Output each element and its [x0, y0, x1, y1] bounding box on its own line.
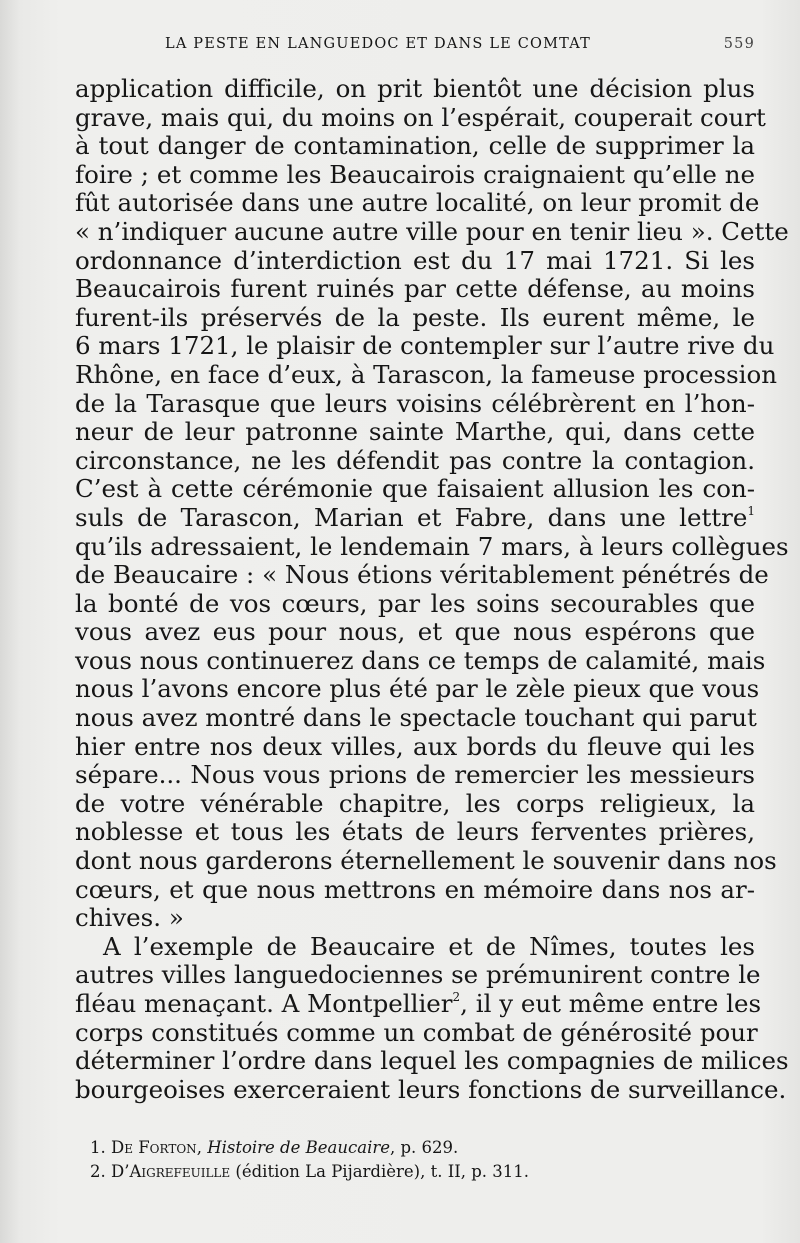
footnote-title: Histoire de Beaucaire: [207, 1138, 390, 1157]
text-line: furent-ils préservés de la peste. Ils eurent même, le: [75, 302, 755, 332]
text-line: à tout danger de contamination, celle de supprimer la: [75, 131, 755, 161]
text-line: nous avez montré dans le spectacle touchant qui parut: [75, 703, 757, 733]
page-header: [75, 36, 755, 58]
body-text: [75, 74, 789, 1104]
text-line: fût autorisée dans une autre localité, on leur promit de: [75, 188, 760, 218]
text-line: Beaucairois furent ruinés par cette défense, au moins: [75, 274, 755, 304]
text-line: qu’ils adressaient, le lendemain 7 mars, à leurs collègues: [75, 531, 789, 561]
paragraph-2: [75, 931, 789, 1105]
text-line: vous avez eus pour nous, et que nous espérons que: [75, 617, 755, 647]
footnote-1: 1. De Forton, Histoire de Beaucaire, p. 629.: [90, 1138, 459, 1157]
text-line: de la Tarasque que leurs voisins célébrèrent en l’hon-: [75, 388, 755, 418]
text-line: hier entre nos deux villes, aux bords du fleuve qui les: [75, 731, 755, 761]
text-line: bourgeoises exerceraient leurs fonctions de surveillance.: [75, 1074, 787, 1104]
footnote-author: De Forton: [111, 1138, 197, 1157]
text-line: « n’indiquer aucune autre ville pour en tenir lieu ». Cette: [75, 216, 789, 246]
text-line: circonstance, ne les défendit pas contre la contagion.: [75, 445, 755, 475]
footnote-2: [90, 1160, 750, 1184]
text-line: déterminer l’ordre dans lequel les compagnies de milices: [75, 1046, 789, 1076]
text-line: la bonté de vos cœurs, par les soins secourables que: [75, 588, 755, 618]
paragraph-1: [75, 74, 789, 933]
page-number: 559: [723, 36, 755, 52]
text-line: cœurs, et que nous mettrons en mémoire dans nos ar-: [75, 874, 755, 904]
text-line: 6 mars 1721, le plaisir de contempler sur l’autre rive du: [75, 331, 775, 361]
text-line-with-footnote: [75, 504, 755, 533]
text-line: autres villes languedociennes se prémunirent contre le: [75, 960, 761, 990]
footnote-mark-2: 2: [452, 990, 461, 1004]
text-segment: , il y eut même entre les: [460, 989, 762, 1018]
running-title: LA PESTE EN LANGUEDOC ET DANS LE COMTAT: [165, 36, 591, 52]
text-line: grave, mais qui, du moins on l’espérait, couperait court: [75, 102, 766, 132]
text-segment: fléau menaçant. A Montpellier: [75, 989, 453, 1018]
text-segment: suls de Tarascon, Marian et Fabre, dans une lettre: [75, 502, 748, 532]
text-line: de Beaucaire : « Nous étions véritablement pénétrés de: [75, 560, 769, 590]
text-line: corps constitués comme un combat de générosité pour: [75, 1017, 758, 1047]
footnote-mark-1: 1: [747, 503, 755, 518]
text-line-with-footnote: [75, 989, 762, 1019]
text-line: noblesse et tous les états de leurs ferventes prières,: [75, 817, 755, 847]
footnote-number: 2.: [90, 1162, 106, 1181]
text-line: Rhône, en face d’eux, à Tarascon, la fameuse procession: [75, 359, 778, 389]
footnote-number: 1.: [90, 1138, 106, 1157]
text-line: neur de leur patronne sainte Marthe, qui, dans cette: [75, 417, 755, 447]
text-line: de votre vénérable chapitre, les corps religieux, la: [75, 788, 755, 818]
text-line: sépare... Nous vous prions de remercier les messieurs: [75, 760, 755, 790]
text-line: application difficile, on prit bientôt une décision plus: [75, 74, 755, 103]
footnotes: [90, 1136, 750, 1184]
footnote-author: D’Aigrefeuille: [111, 1162, 231, 1181]
text-line: chives. »: [75, 903, 184, 933]
text-line: nous l’avons encore plus été par le zèle pieux que vous: [75, 674, 760, 704]
footnote-reference: (édition La Pijardière), t. II, p. 311.: [230, 1162, 530, 1181]
text-line: vous nous continuerez dans ce temps de calamité, mais: [75, 645, 766, 675]
footnote-reference: , p. 629.: [390, 1138, 459, 1157]
text-line: ordonnance d’interdiction est du 17 mai 1721. Si les: [75, 245, 755, 275]
text-line: C’est à cette cérémonie que faisaient allusion les con-: [75, 474, 755, 504]
text-line: A l’exemple de Beaucaire et de Nîmes, toutes les: [103, 931, 755, 961]
text-line: foire ; et comme les Beaucairois craignaient qu’elle ne: [75, 159, 755, 189]
text-line: dont nous garderons éternellement le souvenir dans nos: [75, 846, 777, 876]
